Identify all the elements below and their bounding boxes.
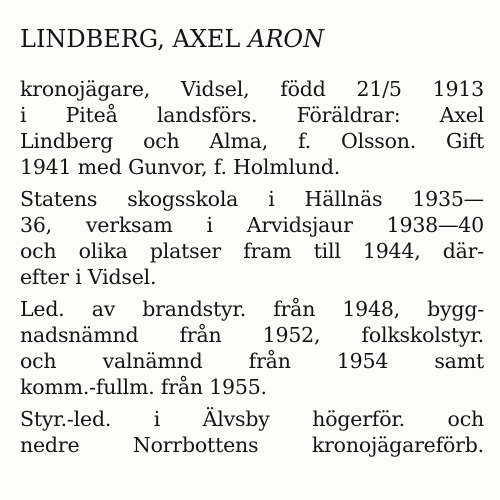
text-line: kronojägare, Vidsel, född 21/5 1913 — [20, 77, 484, 101]
paragraph-offices — [20, 296, 484, 400]
paragraph-associations — [20, 406, 484, 458]
entry-surname: LINDBERG, — [20, 25, 165, 53]
text-line: Led. av brandstyr. från 1948, bygg- — [20, 297, 484, 321]
text-line: i Piteå landsförs. Föräldrar: Axel — [20, 103, 484, 127]
text-line: komm.-fullm. från 1955. — [20, 375, 267, 399]
entry-given-name: AXEL — [172, 25, 241, 53]
paragraph-personal — [20, 76, 484, 180]
text-line: Styr.-led. i Älvsby högerför. och — [20, 407, 484, 431]
entry-body — [20, 76, 484, 458]
paragraph-education — [20, 186, 484, 290]
text-line: Statens skogsskola i Hällnäs 1935— — [20, 187, 484, 211]
text-line: Lindberg och Alma, f. Olsson. Gift — [20, 129, 484, 153]
text-line: 1941 med Gunvor, f. Holmlund. — [20, 155, 341, 179]
text-line: och olika platser fram till 1944, där- — [20, 239, 484, 263]
entry-heading — [20, 24, 484, 54]
text-line: nedre Norrbottens kronojägareförb. — [20, 433, 484, 457]
text-line: och valnämnd från 1954 samt — [20, 349, 484, 373]
entry-extra-name: ARON — [248, 25, 325, 53]
text-line: 36, verksam i Arvidsjaur 1938—40 — [20, 213, 484, 237]
text-line: nadsnämnd från 1952, folkskolstyr. — [20, 323, 484, 347]
text-line: efter i Vidsel. — [20, 265, 157, 289]
